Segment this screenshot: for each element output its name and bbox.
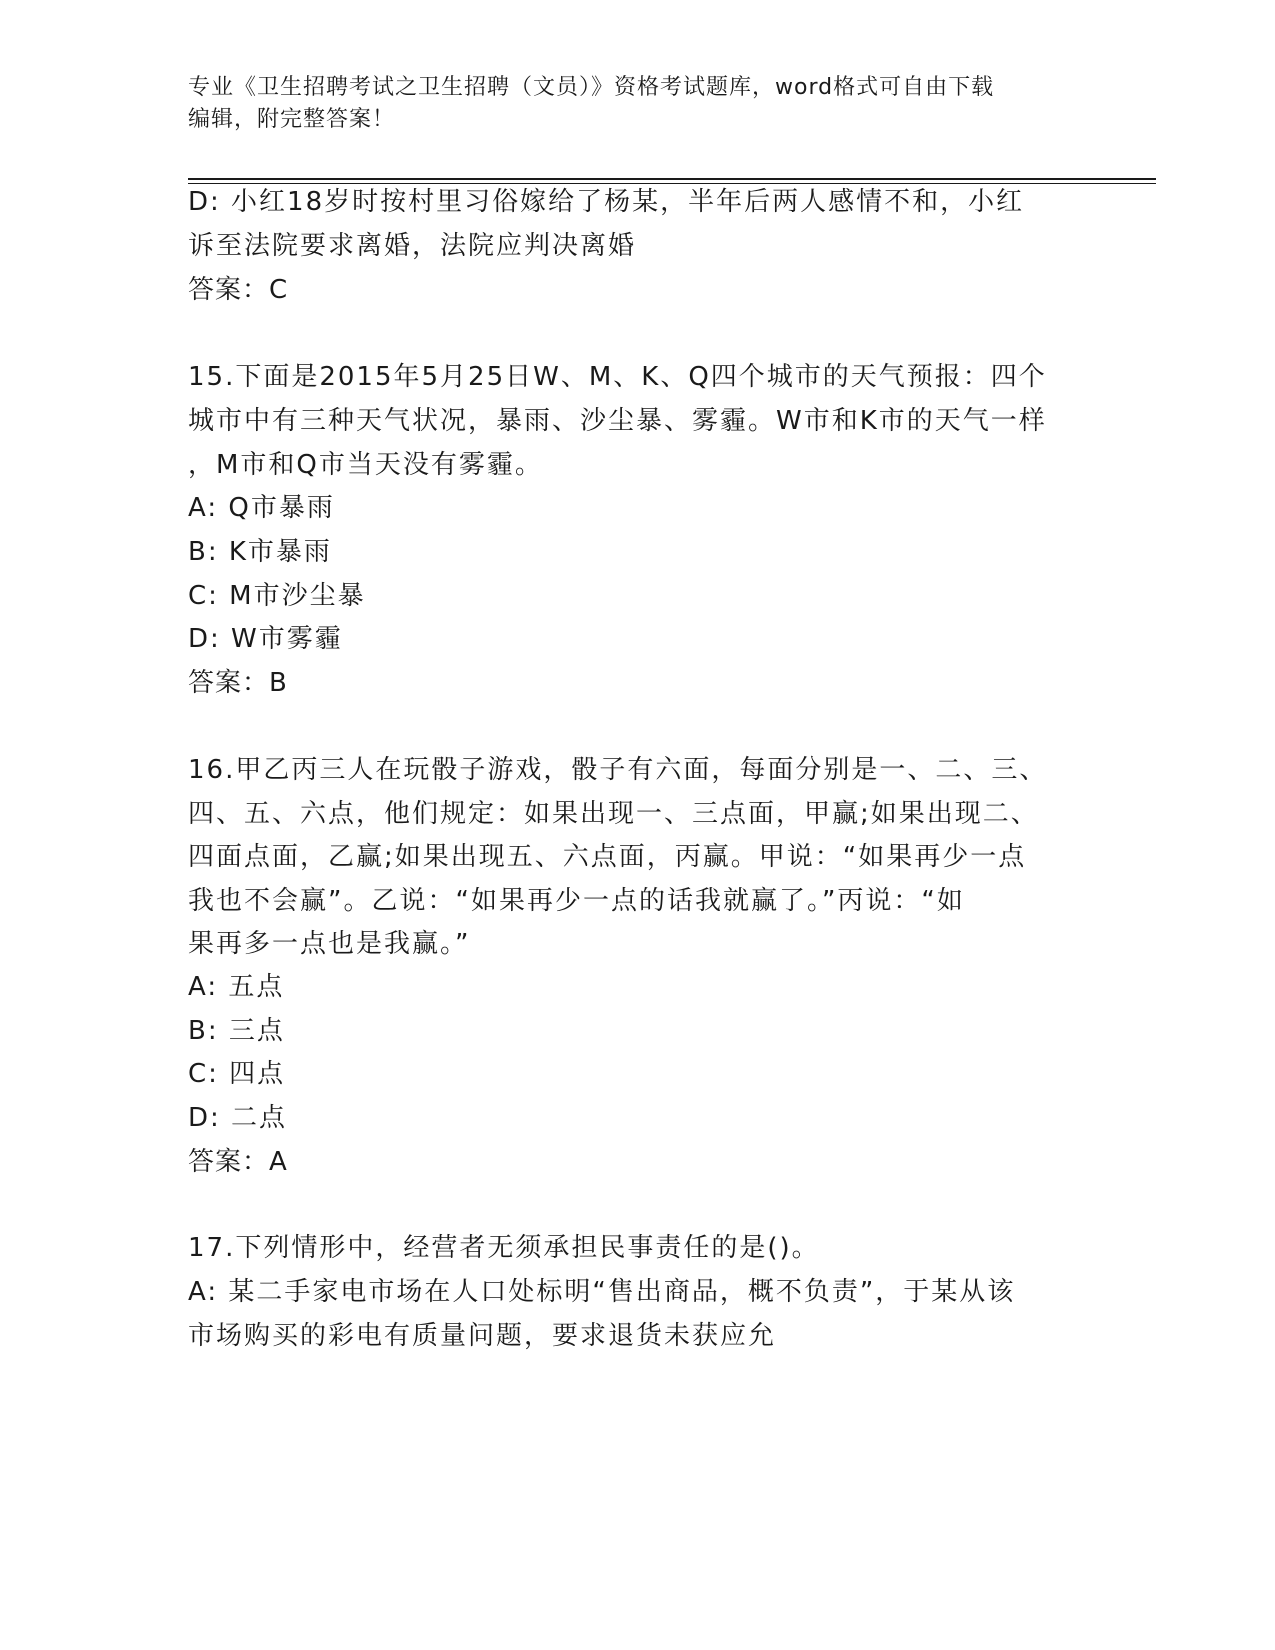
- q17-option-a-line-2: 市场购买的彩电有质量问题，要求退货未获应允: [188, 1321, 777, 1351]
- prev-option-d-line-2: 诉至法院要求离婚，法院应判决离婚: [188, 231, 637, 261]
- prev-answer: 答案：C: [188, 275, 289, 305]
- q16-option-c: C: 四点: [188, 1059, 286, 1089]
- header-divider-thin: [188, 183, 1156, 184]
- q15-option-b: B: K市暴雨: [188, 537, 332, 567]
- document-header: [188, 72, 1088, 136]
- q15-stem-line-2: 城市中有三种天气状况，暴雨、沙尘暴、雾霾。W市和K市的天气一样: [188, 406, 1047, 436]
- q16-option-a: A: 五点: [188, 972, 285, 1002]
- header-line-2: 编辑，附完整答案！: [188, 107, 396, 132]
- q15-answer: 答案：B: [188, 668, 288, 698]
- q15-stem-line-1: 15.下面是2015年5月25日W、M、K、Q四个城市的天气预报：四个: [188, 362, 1047, 392]
- header-divider-thick: [188, 178, 1156, 180]
- q16-stem-line-1: 16.甲乙丙三人在玩骰子游戏，骰子有六面，每面分别是一、二、三、: [188, 755, 1048, 785]
- q16-option-b: B: 三点: [188, 1016, 285, 1046]
- q16-stem-line-5: 果再多一点也是我赢。”: [188, 929, 471, 959]
- q15-option-a: A: Q市暴雨: [188, 493, 335, 523]
- header-line-1: 专业《卫生招聘考试之卫生招聘（文员）》资格考试题库，word格式可自由下载: [188, 75, 995, 100]
- q16-stem-line-3: 四面点面，乙赢;如果出现五、六点面，丙赢。甲说：“如果再少一点: [188, 842, 1027, 872]
- q16-answer: 答案：A: [188, 1147, 288, 1177]
- q15-option-c: C: M市沙尘暴: [188, 581, 366, 611]
- q17-option-a-line-1: A: 某二手家电市场在人口处标明“售出商品，概不负责”，于某从该: [188, 1277, 1016, 1307]
- q16-stem-line-4: 我也不会赢”。乙说：“如果再少一点的话我就赢了。”丙说：“如: [188, 886, 965, 916]
- q15-stem-line-3: ，M市和Q市当天没有雾霾。: [188, 450, 543, 480]
- q17-stem-line-1: 17.下列情形中，经营者无须承担民事责任的是()。: [188, 1233, 820, 1263]
- q15-option-d: D: W市雾霾: [188, 624, 343, 654]
- prev-option-d-line-1: D: 小红18岁时按村里习俗嫁给了杨某，半年后两人感情不和，小红: [188, 187, 1025, 217]
- q16-option-d: D: 二点: [188, 1103, 288, 1133]
- q16-stem-line-2: 四、五、六点，他们规定：如果出现一、三点面，甲赢;如果出现二、: [188, 799, 1039, 829]
